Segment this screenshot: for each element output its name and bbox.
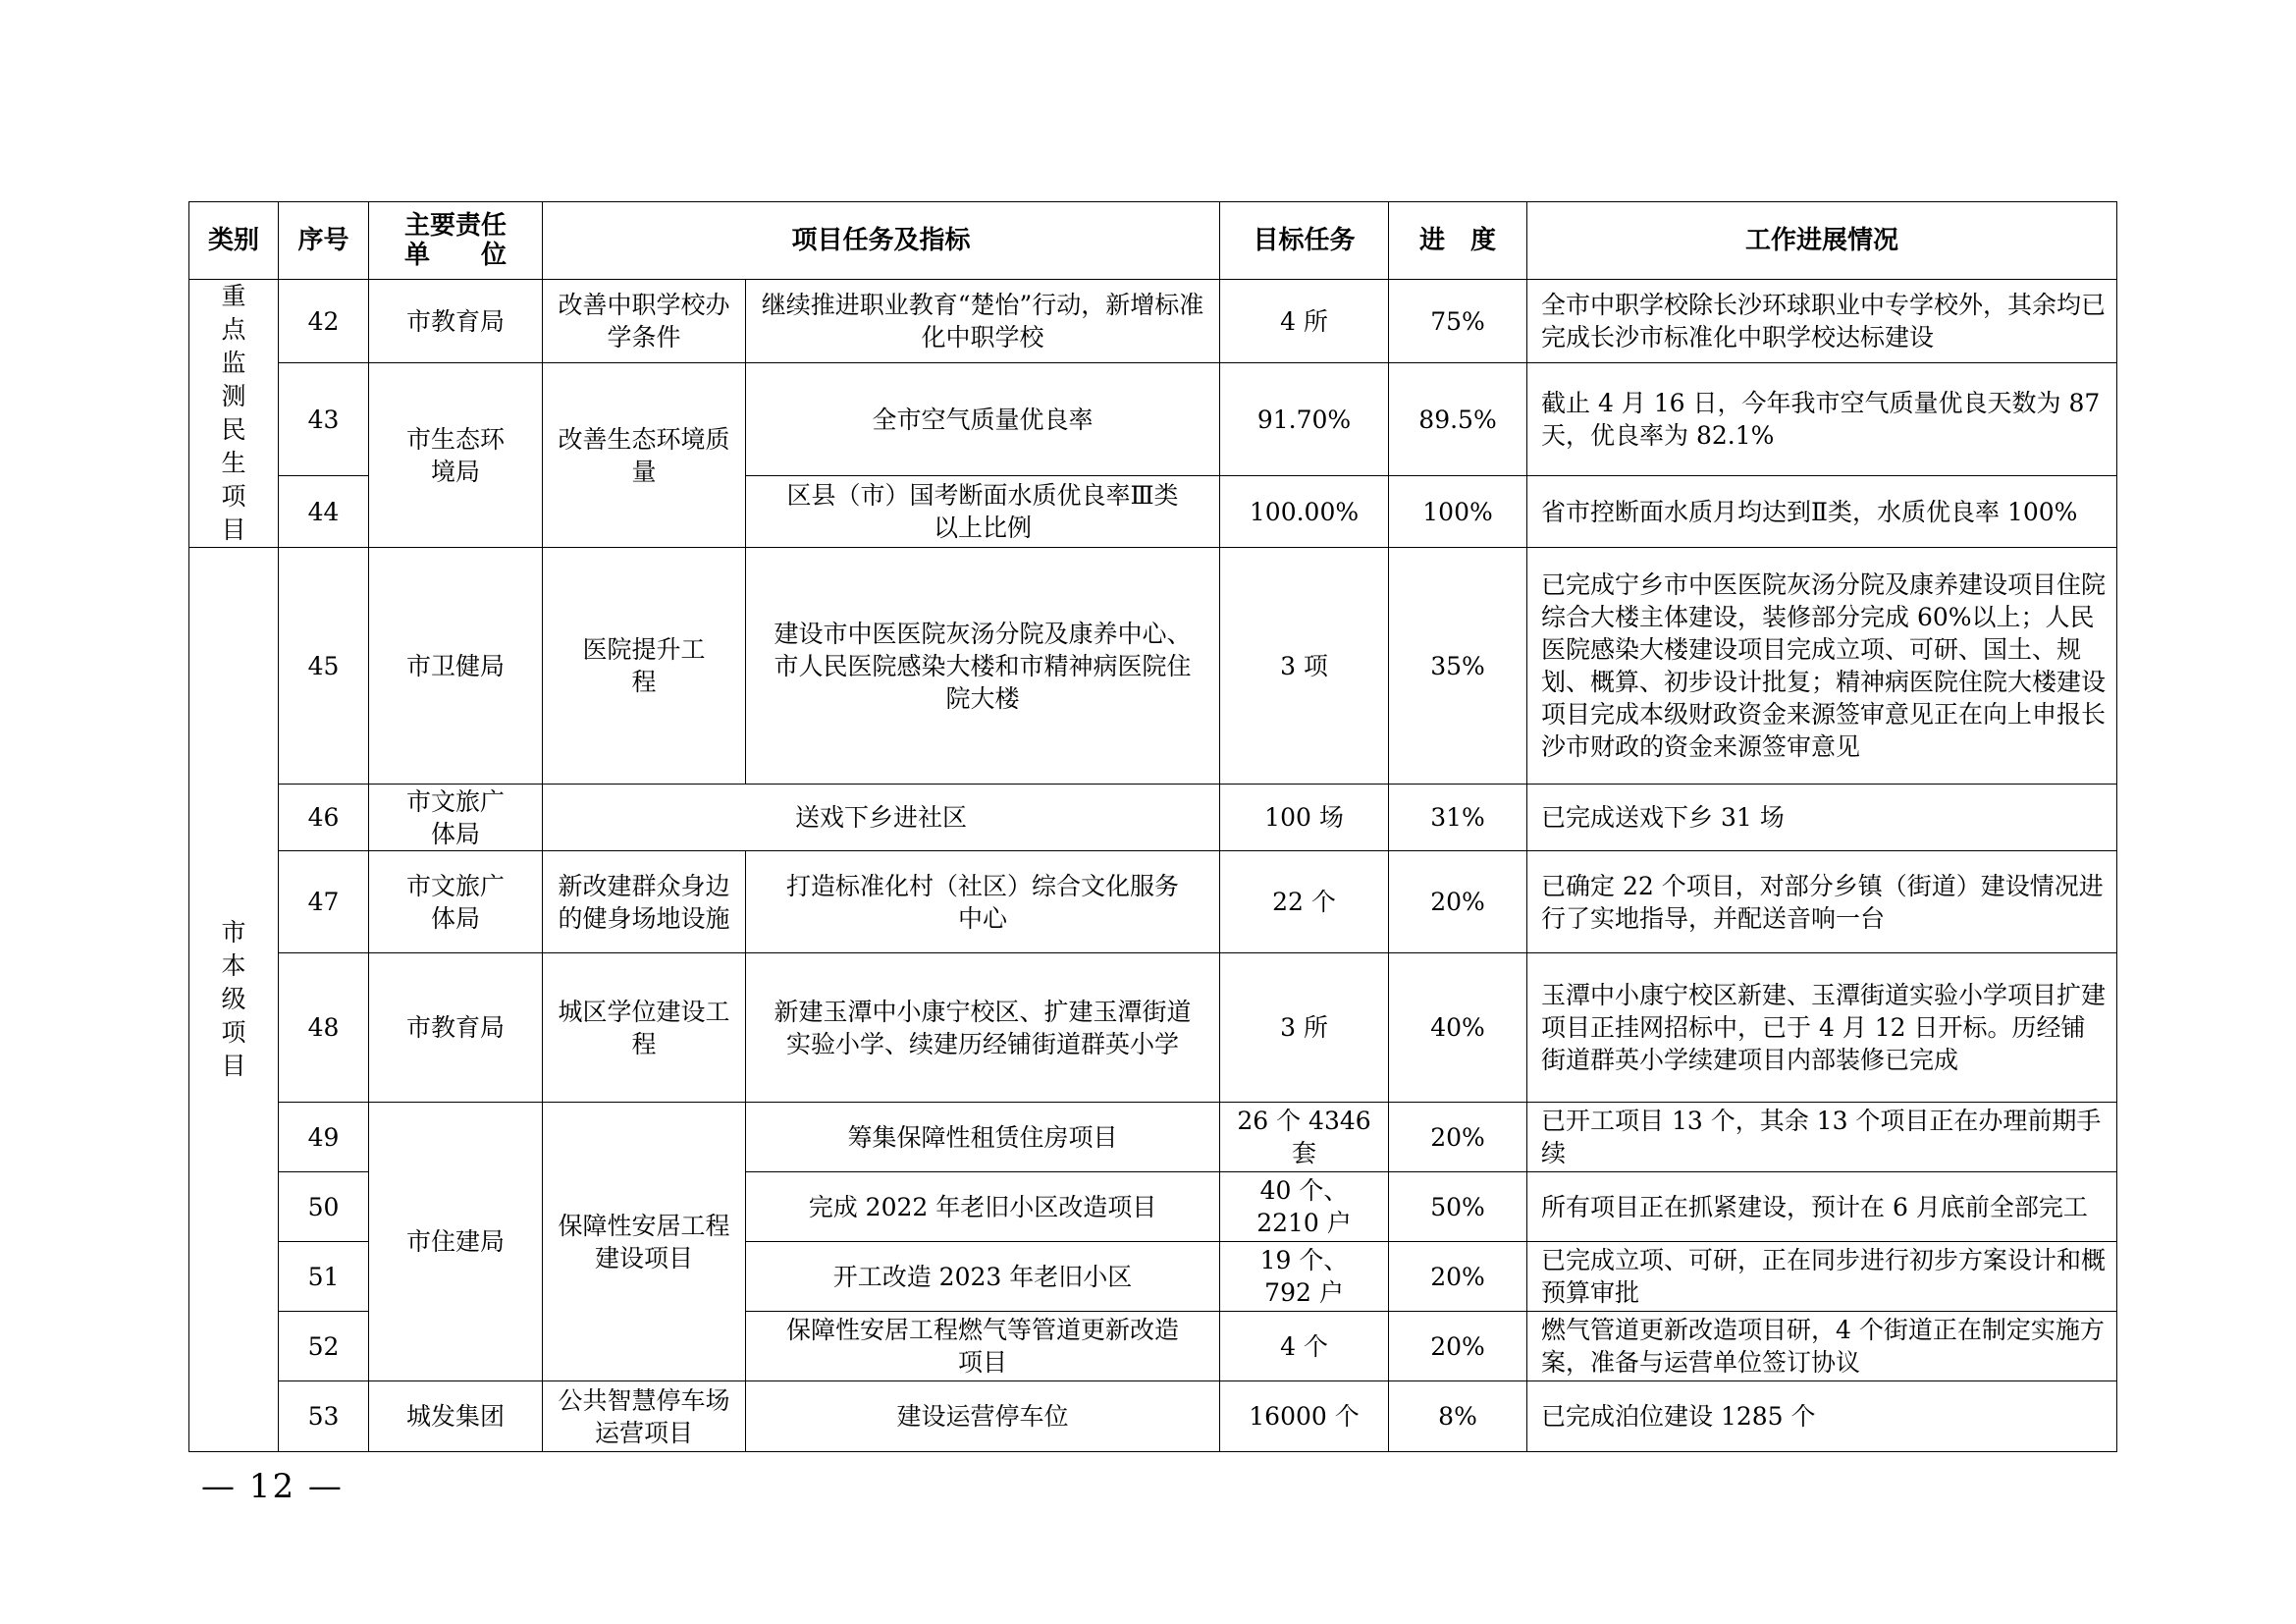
cell-project: 改善生态环境质量: [543, 363, 746, 548]
cell-progress: 75%: [1389, 280, 1527, 363]
cell-progress: 40%: [1389, 953, 1527, 1103]
group-label-city-level: [189, 548, 279, 1452]
cell-unit: 市卫健局: [369, 548, 543, 785]
cell-status: 已完成宁乡市中医医院灰汤分院及康养建设项目住院综合大楼主体建设，装修部分完成 60%以上；人民医院感染大楼建设项目完成立项、可研、国土、规划、概算、初步设计批复；精神病医院住院大楼建设项目完成本级财政资金来源签审意见正在向上申报长沙市财政的资金来源签审意见: [1527, 548, 2117, 785]
cell-status: 已完成泊位建设 1285 个: [1527, 1381, 2117, 1452]
cell-progress: 20%: [1389, 1103, 1527, 1172]
cell-status: 燃气管道更新改造项目研，4 个街道正在制定实施方案，准备与运营单位签订协议: [1527, 1312, 2117, 1381]
table-row: [189, 363, 2117, 476]
header-target: 目标任务: [1220, 202, 1389, 280]
cell-seq: 43: [279, 363, 369, 476]
cell-seq: 44: [279, 476, 369, 548]
cell-project: 新改建群众身边的健身场地设施: [543, 851, 746, 953]
table-row: [189, 785, 2117, 851]
cell-unit: 市文旅广体局: [369, 851, 543, 953]
cell-progress: 8%: [1389, 1381, 1527, 1452]
cell-indicator: 区县（市）国考断面水质优良率Ⅲ类以上比例: [746, 476, 1220, 548]
cell-indicator: 筹集保障性租赁住房项目: [746, 1103, 1220, 1172]
cell-status: 玉潭中小康宁校区新建、玉潭街道实验小学项目扩建项目正挂网招标中，已于 4 月 12 日开标。历经铺街道群英小学续建项目内部装修已完成: [1527, 953, 2117, 1103]
table-row: [189, 548, 2117, 785]
cell-seq: 48: [279, 953, 369, 1103]
cell-unit: 市生态环境局: [369, 363, 543, 548]
cell-target: 16000 个: [1220, 1381, 1389, 1452]
cell-indicator: 开工改造 2023 年老旧小区: [746, 1242, 1220, 1312]
cell-progress: 35%: [1389, 548, 1527, 785]
cell-unit: 市教育局: [369, 280, 543, 363]
cell-indicator: 全市空气质量优良率: [746, 363, 1220, 476]
cell-status: 截止 4 月 16 日，今年我市空气质量优良天数为 87 天，优良率为 82.1%: [1527, 363, 2117, 476]
cell-target: 100.00%: [1220, 476, 1389, 548]
cell-seq: 52: [279, 1312, 369, 1381]
group-label-text: 市本级项目: [221, 918, 246, 1080]
cell-status: 已确定 22 个项目，对部分乡镇（街道）建设情况进行了实地指导，并配送音响一台: [1527, 851, 2117, 953]
cell-indicator: 完成 2022 年老旧小区改造项目: [746, 1172, 1220, 1242]
table-row: [189, 1381, 2117, 1452]
cell-status: 全市中职学校除长沙环球职业中专学校外，其余均已完成长沙市标准化中职学校达标建设: [1527, 280, 2117, 363]
cell-target: 3 所: [1220, 953, 1389, 1103]
cell-target: 4 所: [1220, 280, 1389, 363]
cell-unit: 市文旅广体局: [369, 785, 543, 851]
cell-indicator: 新建玉潭中小康宁校区、扩建玉潭街道实验小学、续建历经铺街道群英小学: [746, 953, 1220, 1103]
table-row: [189, 851, 2117, 953]
cell-seq: 42: [279, 280, 369, 363]
table-row: [189, 953, 2117, 1103]
cell-target: 91.70%: [1220, 363, 1389, 476]
cell-target: 100 场: [1220, 785, 1389, 851]
cell-progress: 89.5%: [1389, 363, 1527, 476]
header-row: [189, 202, 2117, 280]
group-label-key-livelihood: [189, 280, 279, 548]
cell-status: 已开工项目 13 个，其余 13 个项目正在办理前期手续: [1527, 1103, 2117, 1172]
cell-seq: 49: [279, 1103, 369, 1172]
cell-progress: 20%: [1389, 1312, 1527, 1381]
cell-status: 省市控断面水质月均达到Ⅱ类，水质优良率 100%: [1527, 476, 2117, 548]
group-label-text: 重点监测民生项目: [221, 282, 246, 544]
page-number: — 12 —: [201, 1467, 344, 1506]
table-row: [189, 280, 2117, 363]
cell-seq: 47: [279, 851, 369, 953]
cell-progress: 50%: [1389, 1172, 1527, 1242]
header-status: 工作进展情况: [1527, 202, 2117, 280]
cell-project: 医院提升工程: [543, 548, 746, 785]
progress-table: [188, 201, 2117, 1452]
cell-progress: 100%: [1389, 476, 1527, 548]
table-row: [189, 1103, 2117, 1172]
cell-progress: 20%: [1389, 1242, 1527, 1312]
cell-project: 保障性安居工程建设项目: [543, 1103, 746, 1381]
cell-project: 改善中职学校办学条件: [543, 280, 746, 363]
cell-seq: 45: [279, 548, 369, 785]
cell-target: 3 项: [1220, 548, 1389, 785]
header-progress: 进 度: [1389, 202, 1527, 280]
header-task: 项目任务及指标: [543, 202, 1220, 280]
cell-progress: 20%: [1389, 851, 1527, 953]
cell-indicator: 保障性安居工程燃气等管道更新改造项目: [746, 1312, 1220, 1381]
cell-unit: 市住建局: [369, 1103, 543, 1381]
cell-project: 公共智慧停车场运营项目: [543, 1381, 746, 1452]
header-unit: [369, 202, 543, 280]
cell-target: 22 个: [1220, 851, 1389, 953]
cell-unit: 市教育局: [369, 953, 543, 1103]
cell-target: 19 个、792 户: [1220, 1242, 1389, 1312]
cell-status: 所有项目正在抓紧建设，预计在 6 月底前全部完工: [1527, 1172, 2117, 1242]
cell-indicator: 继续推进职业教育“楚怡”行动，新增标准化中职学校: [746, 280, 1220, 363]
cell-status: 已完成立项、可研，正在同步进行初步方案设计和概预算审批: [1527, 1242, 2117, 1312]
cell-target: 26 个 4346 套: [1220, 1103, 1389, 1172]
header-seq: 序号: [279, 202, 369, 280]
cell-status: 已完成送戏下乡 31 场: [1527, 785, 2117, 851]
cell-project: 城区学位建设工程: [543, 953, 746, 1103]
cell-project: 送戏下乡进社区: [543, 785, 1220, 851]
header-unit-text: 主要责任 单 位: [403, 211, 507, 270]
cell-seq: 51: [279, 1242, 369, 1312]
cell-target: 40 个、2210 户: [1220, 1172, 1389, 1242]
cell-unit: 城发集团: [369, 1381, 543, 1452]
cell-seq: 50: [279, 1172, 369, 1242]
cell-progress: 31%: [1389, 785, 1527, 851]
cell-indicator: 建设运营停车位: [746, 1381, 1220, 1452]
cell-seq: 53: [279, 1381, 369, 1452]
cell-target: 4 个: [1220, 1312, 1389, 1381]
cell-indicator: 建设市中医医院灰汤分院及康养中心、市人民医院感染大楼和市精神病医院住院大楼: [746, 548, 1220, 785]
header-category: 类别: [189, 202, 279, 280]
cell-seq: 46: [279, 785, 369, 851]
cell-indicator: 打造标准化村（社区）综合文化服务中心: [746, 851, 1220, 953]
